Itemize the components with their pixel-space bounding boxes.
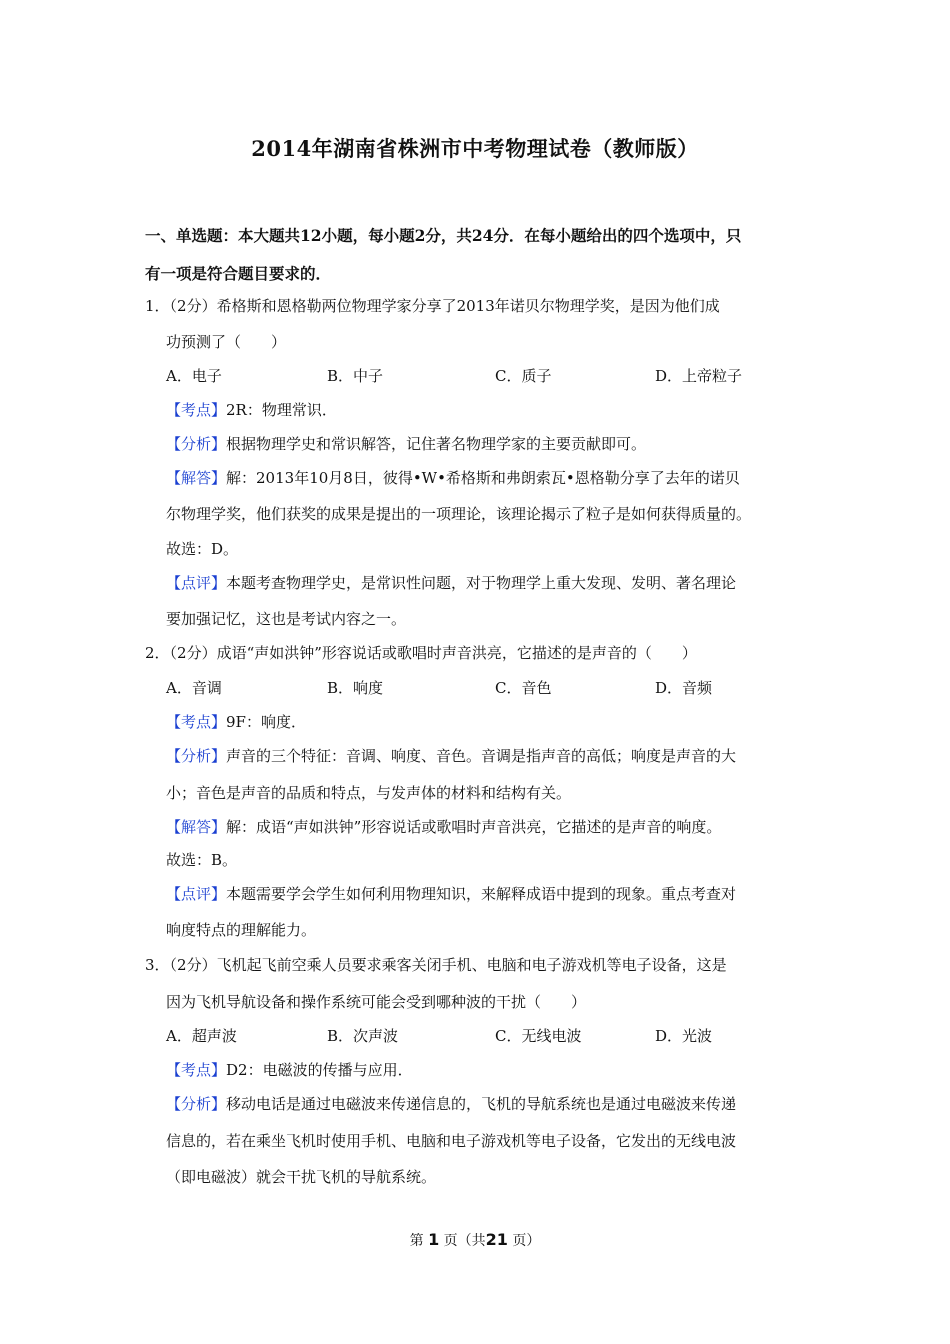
- q3-option-c: C．无线电波: [495, 1027, 582, 1045]
- q3-fenxi-line-2: 信息的，若在乘坐飞机时使用手机、电脑和电子游戏机等电子设备，它发出的无线电波: [166, 1132, 737, 1150]
- q2-dianping: [166, 883, 736, 904]
- q3-fenxi-text-1: 移动电话是通过电磁波来传递信息的，飞机的导航系统也是通过电磁波来传递: [226, 1095, 737, 1113]
- section-heading-line-1: 一、单选题：本大题共12小题，每小题2分，共24分．在每小题给出的四个选项中，只: [145, 226, 742, 245]
- q3-kaodian: [166, 1059, 413, 1080]
- q1-kaodian-text: 2R：物理常识．: [226, 401, 337, 419]
- q2-fenxi-tag: 【分析】: [166, 747, 227, 765]
- q2-fenxi-line-2: 小；音色是声音的品质和特点，与发声体的材料和结构有关。: [166, 784, 572, 802]
- q3-fenxi-tag: 【分析】: [166, 1095, 227, 1113]
- q2-dianping-tag: 【点评】: [166, 885, 227, 903]
- q1-option-d: D．上帝粒子: [655, 367, 743, 385]
- q1-dianping-text-1: 本题考查物理学史，是常识性问题，对于物理学上重大发现、发明、著名理论: [226, 574, 737, 592]
- q3-kaodian-text: D2：电磁波的传播与应用．: [226, 1061, 413, 1079]
- q1-option-b: B．中子: [327, 367, 384, 385]
- q3-kaodian-tag: 【考点】: [166, 1061, 227, 1079]
- q2-option-c: C．音色: [495, 679, 552, 697]
- q2-answer: 故选：B。: [166, 851, 238, 869]
- q1-kaodian: [166, 399, 337, 420]
- q1-dianping-tag: 【点评】: [166, 574, 227, 592]
- section-heading-line-2: 有一项是符合题目要求的．: [145, 264, 332, 283]
- page-title: 2014年湖南省株洲市中考物理试卷（教师版）: [251, 136, 699, 161]
- q1-jieda-line-2: 尔物理学奖，他们获奖的成果是提出的一项理论，该理论揭示了粒子是如何获得质量的。: [166, 505, 752, 523]
- q1-jieda: [166, 467, 740, 488]
- q2-stem-line-1: 2．（2分）成语“声如洪钟”形容说话或歌唱时声音洪亮，它描述的是声音的（ ）: [145, 644, 697, 662]
- q2-kaodian-text: 9F：响度．: [226, 713, 306, 731]
- q1-answer: 故选：D。: [166, 540, 239, 558]
- footer-suffix: 页）: [512, 1233, 541, 1249]
- q2-dianping-line-2: 响度特点的理解能力。: [166, 921, 317, 939]
- q2-option-b: B．响度: [327, 679, 384, 697]
- q2-option-d: D．音频: [655, 679, 713, 697]
- q3-option-b: B．次声波: [327, 1027, 399, 1045]
- q2-kaodian-tag: 【考点】: [166, 713, 227, 731]
- footer-total-pages: 21: [485, 1230, 508, 1249]
- q3-fenxi-line-3: （即电磁波）就会干扰飞机的导航系统。: [166, 1168, 437, 1186]
- q3-fenxi: [166, 1093, 736, 1114]
- footer-middle: 页（共: [443, 1233, 486, 1249]
- q2-jieda: [166, 816, 721, 837]
- q1-stem-line-1: 1．（2分）希格斯和恩格勒两位物理学家分享了2013年诺贝尔物理学奖，是因为他们成: [145, 297, 720, 315]
- q1-option-c: C．质子: [495, 367, 552, 385]
- q1-kaodian-tag: 【考点】: [166, 401, 227, 419]
- q3-stem-line-1: 3．（2分）飞机起飞前空乘人员要求乘客关闭手机、电脑和电子游戏机等电子设备，这是: [145, 956, 727, 974]
- q2-kaodian: [166, 711, 306, 732]
- q2-fenxi-text-1: 声音的三个特征：音调、响度、音色。音调是指声音的高低；响度是声音的大: [226, 747, 737, 765]
- q1-option-a: A．电子: [166, 367, 222, 385]
- q1-stem-line-2: 功预测了（ ）: [166, 333, 287, 351]
- q1-fenxi-text: 根据物理学史和常识解答，记住著名物理学家的主要贡献即可。: [226, 435, 647, 453]
- q2-option-a: A．音调: [166, 679, 222, 697]
- q1-jieda-tag: 【解答】: [166, 469, 227, 487]
- q2-fenxi: [166, 745, 736, 766]
- q1-fenxi-tag: 【分析】: [166, 435, 227, 453]
- q1-dianping-line-2: 要加强记忆，这也是考试内容之一。: [166, 610, 407, 628]
- footer-page-number: 1: [428, 1230, 440, 1249]
- q3-option-d: D．光波: [655, 1027, 713, 1045]
- q2-jieda-tag: 【解答】: [166, 818, 227, 836]
- q1-fenxi: [166, 433, 646, 454]
- q3-stem-line-2: 因为飞机导航设备和操作系统可能会受到哪种波的干扰（ ）: [166, 993, 587, 1011]
- q1-dianping: [166, 572, 736, 593]
- page-footer: [0, 1230, 950, 1250]
- q2-jieda-text-1: 解：成语“声如洪钟”形容说话或歌唱时声音洪亮，它描述的是声音的响度。: [226, 818, 722, 836]
- footer-prefix: 第: [409, 1233, 424, 1249]
- q2-dianping-text-1: 本题需要学会学生如何利用物理知识，来解释成语中提到的现象。重点考查对: [226, 885, 737, 903]
- q3-option-a: A．超声波: [166, 1027, 237, 1045]
- q1-jieda-text-1: 解：2013年10月8日，彼得•W•希格斯和弗朗索瓦•恩格勒分享了去年的诺贝: [226, 469, 740, 487]
